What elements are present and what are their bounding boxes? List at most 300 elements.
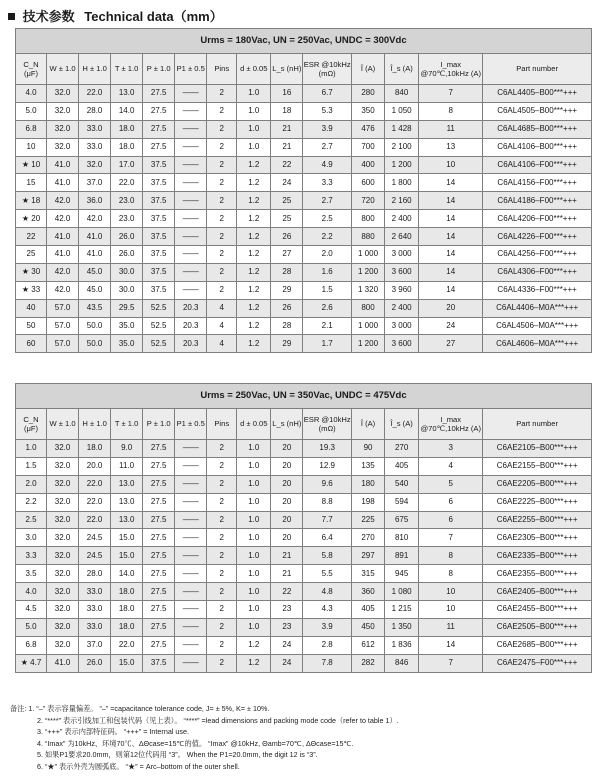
- table-cell: ★ 10: [16, 156, 47, 174]
- table-cell: 1 350: [385, 618, 419, 636]
- table-cell: 1 320: [351, 281, 384, 299]
- table-cell: 4.3: [303, 601, 352, 619]
- table-cell: 57.0: [47, 335, 79, 353]
- table-cell: C6AL4685–B00***+++: [483, 120, 592, 138]
- table-cell: 32.0: [47, 440, 79, 458]
- column-header: Î (A): [351, 54, 384, 85]
- footnote: 6. “★” 表示外壳为圆弧底。 “★” = Arc–bottom of the outer shell.: [37, 761, 240, 771]
- table-cell: 30.0: [111, 263, 143, 281]
- table-cell: 20: [271, 529, 303, 547]
- table-cell: ——: [175, 102, 207, 120]
- table-cell: 15.0: [111, 529, 143, 547]
- table-cell: C6AE2355–B00***+++: [483, 565, 592, 583]
- table-cell: 24: [271, 654, 303, 672]
- spec-table-180vac: [15, 28, 592, 353]
- column-header: Î_s (A): [385, 409, 419, 440]
- table-cell: ——: [175, 156, 207, 174]
- table-cell: 225: [351, 511, 384, 529]
- table-cell: 2: [207, 192, 237, 210]
- column-header: I_max @70℃,10kHz (A): [419, 409, 483, 440]
- table-row: [16, 529, 592, 547]
- table-cell: 42.0: [79, 210, 111, 228]
- table-cell: 2: [207, 263, 237, 281]
- table-cell: 2: [207, 85, 237, 103]
- column-header: P1 ± 0.5: [175, 409, 207, 440]
- table-cell: 20.3: [175, 317, 207, 335]
- column-header: W ± 1.0: [47, 54, 79, 85]
- table-cell: 2 160: [385, 192, 419, 210]
- table-cell: 8: [419, 565, 483, 583]
- table-cell: 2: [207, 138, 237, 156]
- table-cell: C6AE2685–B00***+++: [483, 636, 592, 654]
- table-cell: 22: [271, 583, 303, 601]
- table-cell: C6AL4405–B00***+++: [483, 85, 592, 103]
- table-cell: C6AL4106–F00***+++: [483, 156, 592, 174]
- table-cell: ——: [175, 228, 207, 246]
- table-cell: C6AL4206–F00***+++: [483, 210, 592, 228]
- table-cell: 476: [351, 120, 384, 138]
- table-cell: 25: [16, 246, 47, 264]
- table-cell: 1.0: [237, 440, 271, 458]
- table-row: [16, 547, 592, 565]
- table-cell: 4.9: [303, 156, 352, 174]
- table-cell: 135: [351, 457, 384, 475]
- table-cell: 1.0: [237, 618, 271, 636]
- table-cell: 15.0: [111, 547, 143, 565]
- table-body: [16, 440, 592, 673]
- table-cell: 1.2: [237, 192, 271, 210]
- table-row: [16, 192, 592, 210]
- table-cell: 840: [385, 85, 419, 103]
- table-cell: 14: [419, 263, 483, 281]
- table-cell: 4: [207, 335, 237, 353]
- footnote: 5. 如果P1要求20.0mm，则第12位代码用 “3”。 When the P1=20.0mm, the digit 12 is “3”.: [37, 750, 318, 760]
- table-cell: ★ 4.7: [16, 654, 47, 672]
- table-cell: 270: [385, 440, 419, 458]
- table-cell: 22.0: [79, 85, 111, 103]
- table-cell: 20.3: [175, 299, 207, 317]
- table-row: [16, 618, 592, 636]
- table-cell: 1.2: [237, 281, 271, 299]
- column-header: P1 ± 0.5: [175, 54, 207, 85]
- table-cell: 32.0: [47, 511, 79, 529]
- table-cell: 2: [207, 618, 237, 636]
- table-cell: ——: [175, 654, 207, 672]
- table-cell: 3 600: [385, 263, 419, 281]
- table-cell: 27: [419, 335, 483, 353]
- table-cell: 1.0: [237, 565, 271, 583]
- table-row: [16, 138, 592, 156]
- table-cell: C6AL4505–B00***+++: [483, 102, 592, 120]
- table-cell: 27.5: [143, 547, 175, 565]
- column-header: H ± 1.0: [79, 54, 111, 85]
- table-cell: 20: [271, 511, 303, 529]
- table-cell: 33.0: [79, 583, 111, 601]
- table-cell: 32.0: [47, 565, 79, 583]
- table-cell: 2 640: [385, 228, 419, 246]
- table-cell: 14.0: [111, 565, 143, 583]
- table-row: [16, 475, 592, 493]
- table-cell: 5.0: [16, 618, 47, 636]
- table-cell: 27.5: [143, 511, 175, 529]
- table-cell: 2: [207, 601, 237, 619]
- table-cell: 1 428: [385, 120, 419, 138]
- table-cell: 5: [419, 475, 483, 493]
- table-cell: 1.5: [303, 281, 352, 299]
- table-cell: 32.0: [47, 475, 79, 493]
- table-cell: C6AL4406–M0A***+++: [483, 299, 592, 317]
- table-cell: 20: [271, 493, 303, 511]
- column-header: Pins: [207, 54, 237, 85]
- column-header: P ± 1.0: [143, 409, 175, 440]
- table-cell: 2.5: [16, 511, 47, 529]
- table-cell: 1.2: [237, 174, 271, 192]
- table-row: [16, 263, 592, 281]
- table-cell: 26.0: [79, 654, 111, 672]
- table-cell: 4.0: [16, 583, 47, 601]
- column-header: L_s (nH): [271, 409, 303, 440]
- table-cell: 2: [207, 457, 237, 475]
- table-cell: 1 000: [351, 317, 384, 335]
- table-cell: 5.0: [16, 102, 47, 120]
- table-row: [16, 299, 592, 317]
- table-row: [16, 246, 592, 264]
- table-cell: 1.0: [237, 547, 271, 565]
- column-header: Î (A): [351, 409, 384, 440]
- table-cell: 37.5: [143, 192, 175, 210]
- table-cell: 3 000: [385, 317, 419, 335]
- table-cell: ★ 20: [16, 210, 47, 228]
- table-cell: 2: [207, 174, 237, 192]
- table-cell: 11.0: [111, 457, 143, 475]
- table-cell: 1 080: [385, 583, 419, 601]
- table-cell: 26: [271, 228, 303, 246]
- table-cell: 1.2: [237, 299, 271, 317]
- footnotes: [10, 703, 399, 773]
- table-cell: 1.0: [237, 457, 271, 475]
- table-cell: ——: [175, 85, 207, 103]
- table-cell: 2.6: [303, 299, 352, 317]
- table-cell: 37.0: [79, 174, 111, 192]
- table-cell: 27.5: [143, 440, 175, 458]
- table-cell: 2: [207, 120, 237, 138]
- table-cell: 14: [419, 228, 483, 246]
- table-cell: ——: [175, 565, 207, 583]
- table-cell: C6AL4336–F00***+++: [483, 281, 592, 299]
- table-cell: 13.0: [111, 511, 143, 529]
- column-header: T ± 1.0: [111, 409, 143, 440]
- table-cell: ——: [175, 281, 207, 299]
- table-cell: ——: [175, 475, 207, 493]
- table-cell: 32.0: [47, 583, 79, 601]
- table-cell: 50: [16, 317, 47, 335]
- table-cell: 1 200: [351, 263, 384, 281]
- table-cell: C6AE2105–B00***+++: [483, 440, 592, 458]
- table-cell: 7: [419, 654, 483, 672]
- footnote: 备注: 1. “–” 表示容量偏差。 “–” =capacitance tolerance code, J= ± 5%, K= ± 10%.: [10, 704, 270, 713]
- table-cell: 6: [419, 493, 483, 511]
- table-cell: ——: [175, 529, 207, 547]
- table-cell: 315: [351, 565, 384, 583]
- table-cell: ——: [175, 192, 207, 210]
- table-cell: 42.0: [47, 192, 79, 210]
- table-cell: 22.0: [111, 636, 143, 654]
- table-cell: 2.8: [303, 636, 352, 654]
- table-cell: 20: [419, 299, 483, 317]
- table-cell: 32.0: [47, 120, 79, 138]
- table-cell: 22: [16, 228, 47, 246]
- table-cell: 41.0: [79, 228, 111, 246]
- table-row: [16, 511, 592, 529]
- table-cell: 1.0: [237, 493, 271, 511]
- table-cell: ——: [175, 210, 207, 228]
- table-cell: 24: [271, 174, 303, 192]
- table-cell: 24: [271, 636, 303, 654]
- column-header: H ± 1.0: [79, 409, 111, 440]
- table-cell: 282: [351, 654, 384, 672]
- table-cell: 21: [271, 138, 303, 156]
- table-cell: 20.0: [79, 457, 111, 475]
- header-row: [16, 54, 592, 85]
- table-cell: 20.3: [175, 335, 207, 353]
- table-cell: 675: [385, 511, 419, 529]
- table-cell: 37.5: [143, 156, 175, 174]
- table-cell: 20: [271, 457, 303, 475]
- table-cell: 28: [271, 317, 303, 335]
- table-cell: 18.0: [79, 440, 111, 458]
- table-cell: 27: [271, 246, 303, 264]
- table-cell: 22.0: [79, 511, 111, 529]
- table-cell: 43.5: [79, 299, 111, 317]
- table-cell: 2 400: [385, 299, 419, 317]
- table-cell: 2.7: [303, 138, 352, 156]
- table-cell: ——: [175, 493, 207, 511]
- table-cell: 42.0: [47, 210, 79, 228]
- table-cell: 18.0: [111, 138, 143, 156]
- table-cell: 27.5: [143, 85, 175, 103]
- header-row: [16, 409, 592, 440]
- table-cell: 23: [271, 618, 303, 636]
- table-cell: 3.0: [16, 529, 47, 547]
- table-cell: 50.0: [79, 335, 111, 353]
- table-cell: 26.0: [111, 246, 143, 264]
- table-cell: C6AE2155–B00***+++: [483, 457, 592, 475]
- table-cell: 32.0: [47, 618, 79, 636]
- table-cell: 18: [271, 102, 303, 120]
- column-header: I_max @70℃,10kHz (A): [419, 54, 483, 85]
- table-cell: 45.0: [79, 263, 111, 281]
- table-cell: 27.5: [143, 120, 175, 138]
- table-row: [16, 281, 592, 299]
- table-cell: 18.0: [111, 583, 143, 601]
- table-cell: 945: [385, 565, 419, 583]
- table-cell: 29.5: [111, 299, 143, 317]
- table-row: [16, 565, 592, 583]
- table-cell: 1.2: [237, 335, 271, 353]
- table-cell: 1.7: [303, 335, 352, 353]
- table-cell: 41.0: [47, 156, 79, 174]
- table-cell: 27.5: [143, 529, 175, 547]
- table-cell: 800: [351, 299, 384, 317]
- table-cell: 3.9: [303, 618, 352, 636]
- table-cell: C6AE2255–B00***+++: [483, 511, 592, 529]
- table-cell: 3.5: [16, 565, 47, 583]
- table-cell: 26.0: [111, 228, 143, 246]
- table-cell: 41.0: [47, 246, 79, 264]
- column-header: Part number: [483, 54, 592, 85]
- table-cell: 8: [419, 547, 483, 565]
- table-cell: 27.5: [143, 475, 175, 493]
- table-cell: 1.0: [237, 138, 271, 156]
- table-cell: C6AE2455–B00***+++: [483, 601, 592, 619]
- table-cell: 40: [16, 299, 47, 317]
- table-cell: ★ 33: [16, 281, 47, 299]
- table-cell: 27.5: [143, 583, 175, 601]
- spec-table-250vac: [15, 383, 592, 673]
- table-cell: 8.8: [303, 493, 352, 511]
- table-cell: 2: [207, 102, 237, 120]
- table-cell: 57.0: [47, 317, 79, 335]
- table-cell: 450: [351, 618, 384, 636]
- table-cell: 10: [16, 138, 47, 156]
- table-cell: 9.6: [303, 475, 352, 493]
- table-cell: 18.0: [111, 618, 143, 636]
- table-cell: ——: [175, 547, 207, 565]
- table-cell: 7.7: [303, 511, 352, 529]
- table-cell: 45.0: [79, 281, 111, 299]
- table-cell: 297: [351, 547, 384, 565]
- column-header: T ± 1.0: [111, 54, 143, 85]
- table-cell: 35.0: [111, 335, 143, 353]
- table-cell: 32.0: [47, 493, 79, 511]
- table-cell: 22.0: [111, 174, 143, 192]
- table-cell: 14: [419, 210, 483, 228]
- table-row: [16, 210, 592, 228]
- table-cell: 7: [419, 85, 483, 103]
- table-cell: 24.5: [79, 529, 111, 547]
- table-cell: 13.0: [111, 475, 143, 493]
- table-cell: 1.2: [237, 263, 271, 281]
- table-cell: 405: [351, 601, 384, 619]
- table-cell: 32.0: [47, 138, 79, 156]
- table-cell: ——: [175, 583, 207, 601]
- table-cell: 1.0: [237, 475, 271, 493]
- table-cell: 37.5: [143, 210, 175, 228]
- table-cell: 4: [207, 299, 237, 317]
- table-row: [16, 120, 592, 138]
- table-cell: 27.5: [143, 102, 175, 120]
- table-cell: 2: [207, 636, 237, 654]
- table-cell: 7: [419, 529, 483, 547]
- table-cell: 1 200: [351, 335, 384, 353]
- table-cell: 41.0: [47, 228, 79, 246]
- table-row: [16, 636, 592, 654]
- table-cell: 6.4: [303, 529, 352, 547]
- table-cell: 594: [385, 493, 419, 511]
- table-cell: ——: [175, 120, 207, 138]
- table-cell: 14: [419, 192, 483, 210]
- column-header: Pins: [207, 409, 237, 440]
- table-cell: 15: [16, 174, 47, 192]
- table-cell: 1.2: [237, 654, 271, 672]
- table-row: [16, 156, 592, 174]
- table-cell: 405: [385, 457, 419, 475]
- table-cell: 35.0: [111, 317, 143, 335]
- table-cell: 32.0: [47, 601, 79, 619]
- table-cell: 21: [271, 547, 303, 565]
- table-cell: 350: [351, 102, 384, 120]
- table-cell: 42.0: [47, 281, 79, 299]
- table-row: [16, 493, 592, 511]
- table-cell: 14: [419, 636, 483, 654]
- table-cell: 23.0: [111, 192, 143, 210]
- table-cell: 4: [419, 457, 483, 475]
- table-cell: C6AE2475–F00***+++: [483, 654, 592, 672]
- table-cell: 57.0: [47, 299, 79, 317]
- table-cell: 27.5: [143, 493, 175, 511]
- table-cell: 360: [351, 583, 384, 601]
- table-cell: 41.0: [47, 174, 79, 192]
- table-cell: 720: [351, 192, 384, 210]
- table-cell: 42.0: [47, 263, 79, 281]
- table-cell: C6AE2405–B00***+++: [483, 583, 592, 601]
- table-cell: 24: [419, 317, 483, 335]
- table-cell: 22.0: [79, 475, 111, 493]
- table-cell: 1.2: [237, 228, 271, 246]
- table-cell: 29: [271, 335, 303, 353]
- table-cell: 13.0: [111, 493, 143, 511]
- table-cell: 15.0: [111, 654, 143, 672]
- table-cell: 52.5: [143, 335, 175, 353]
- table-cell: 2: [207, 511, 237, 529]
- table-cell: C6AL4186–F00***+++: [483, 192, 592, 210]
- table-cell: 29: [271, 281, 303, 299]
- table-cell: 400: [351, 156, 384, 174]
- table-cell: 5.8: [303, 547, 352, 565]
- table-cell: 2.0: [303, 246, 352, 264]
- table-cell: 612: [351, 636, 384, 654]
- table-cell: 37.5: [143, 228, 175, 246]
- table-cell: 22.0: [79, 493, 111, 511]
- table-cell: 9.0: [111, 440, 143, 458]
- table-cell: 27.5: [143, 601, 175, 619]
- table-cell: 280: [351, 85, 384, 103]
- table-cell: 8: [419, 102, 483, 120]
- table-cell: 10: [419, 156, 483, 174]
- table-cell: 21: [271, 120, 303, 138]
- table-cell: ——: [175, 618, 207, 636]
- condition-row: Urms = 180Vac, UN = 250Vac, UNDC = 300Vdc: [16, 29, 592, 54]
- table-cell: 2: [207, 156, 237, 174]
- table-cell: ——: [175, 138, 207, 156]
- table-cell: 6: [419, 511, 483, 529]
- table-cell: 1 215: [385, 601, 419, 619]
- table-row: [16, 174, 592, 192]
- table-cell: 37.5: [143, 263, 175, 281]
- table-row: [16, 102, 592, 120]
- table-cell: 32.0: [79, 156, 111, 174]
- table-cell: 32.0: [47, 529, 79, 547]
- table-body: [16, 85, 592, 353]
- table-cell: 2.0: [16, 475, 47, 493]
- table-cell: 1.2: [237, 156, 271, 174]
- table-cell: 20: [271, 440, 303, 458]
- table-cell: 198: [351, 493, 384, 511]
- table-cell: 880: [351, 228, 384, 246]
- table-row: [16, 317, 592, 335]
- section-title-cn: 技术参数: [22, 9, 75, 24]
- table-cell: 52.5: [143, 317, 175, 335]
